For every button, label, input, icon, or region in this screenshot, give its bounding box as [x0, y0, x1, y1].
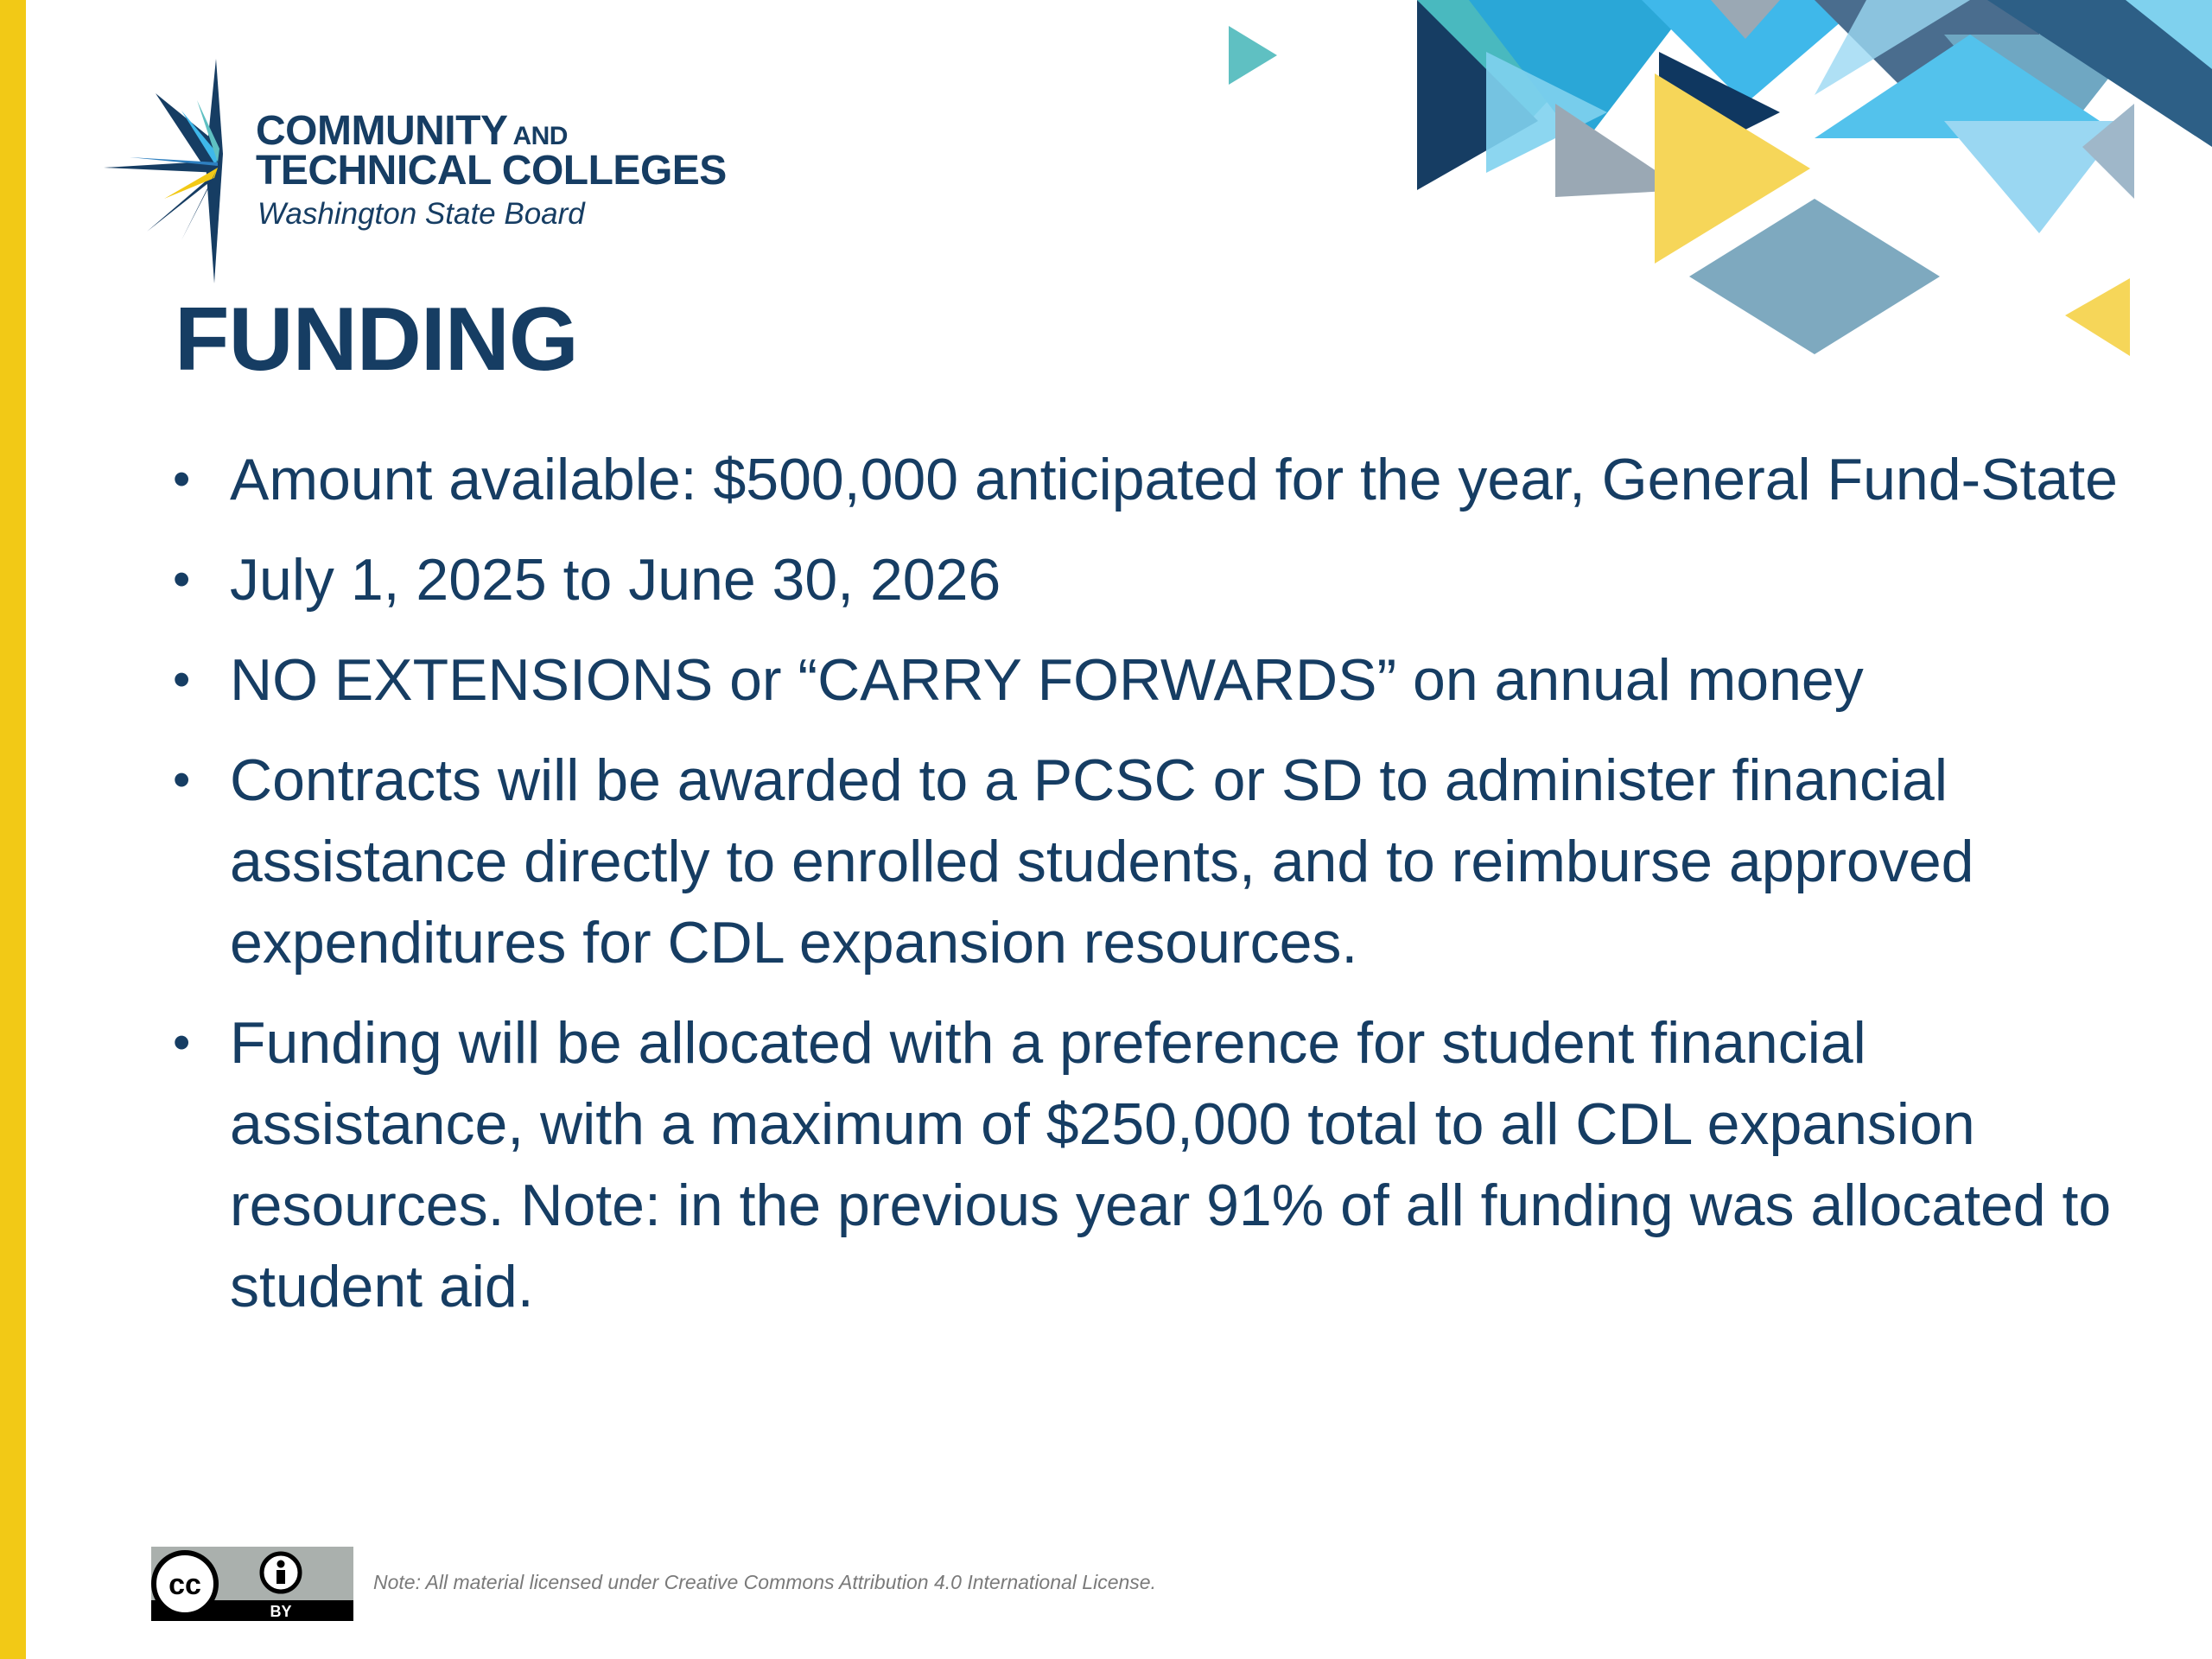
- logo-text-community: COMMUNITY AND: [256, 108, 568, 154]
- logo-text-technical-colleges: TECHNICAL COLLEGES: [256, 148, 727, 194]
- bullet-item: [173, 1002, 2126, 1327]
- bullet-item: [173, 539, 2126, 620]
- bullet-dot-icon: •: [173, 551, 191, 607]
- bullet-dot-icon: •: [173, 451, 191, 507]
- left-accent-bar: [0, 0, 26, 1659]
- bullet-dot-icon: •: [173, 1014, 191, 1071]
- bullet-text: Funding will be allocated with a preference for student financial assistance, with a maximum of $250,000 total to all CDL expansion resources. Note: in the previous year 91% of all funding was allocated to student aid.: [230, 1010, 2112, 1319]
- cc-by-label: BY: [270, 1603, 292, 1620]
- bullet-text: July 1, 2025 to June 30, 2026: [230, 547, 1001, 613]
- bullet-list: [173, 439, 2126, 1346]
- decorative-triangles: [1192, 0, 2212, 380]
- logo-text-washington-state-board: Washington State Board: [257, 197, 585, 231]
- bullet-dot-icon: •: [173, 652, 191, 708]
- creative-commons-by-badge-icon: [151, 1547, 353, 1621]
- board-logo: [104, 59, 743, 283]
- bullet-item: [173, 740, 2126, 983]
- slide-title: FUNDING: [175, 289, 578, 390]
- bullet-text: Amount available: $500,000 anticipated for the year, General Fund-State: [230, 447, 2118, 512]
- license-note: Note: All material licensed under Creative Commons Attribution 4.0 International License.: [373, 1571, 1156, 1593]
- bullet-text: Contracts will be awarded to a PCSC or SD to administer financial assistance directly to enrolled students, and to reimburse approved expenditures for CDL expansion resources.: [230, 747, 1974, 976]
- bullet-item: [173, 639, 2126, 721]
- svg-text:cc: cc: [168, 1568, 201, 1601]
- starburst-logo-icon: [104, 59, 242, 283]
- bullet-dot-icon: •: [173, 752, 191, 808]
- bullet-item: [173, 439, 2126, 520]
- logo-text-and: AND: [512, 122, 568, 150]
- bullet-text: NO EXTENSIONS or “CARRY FORWARDS” on annual money: [230, 647, 1864, 713]
